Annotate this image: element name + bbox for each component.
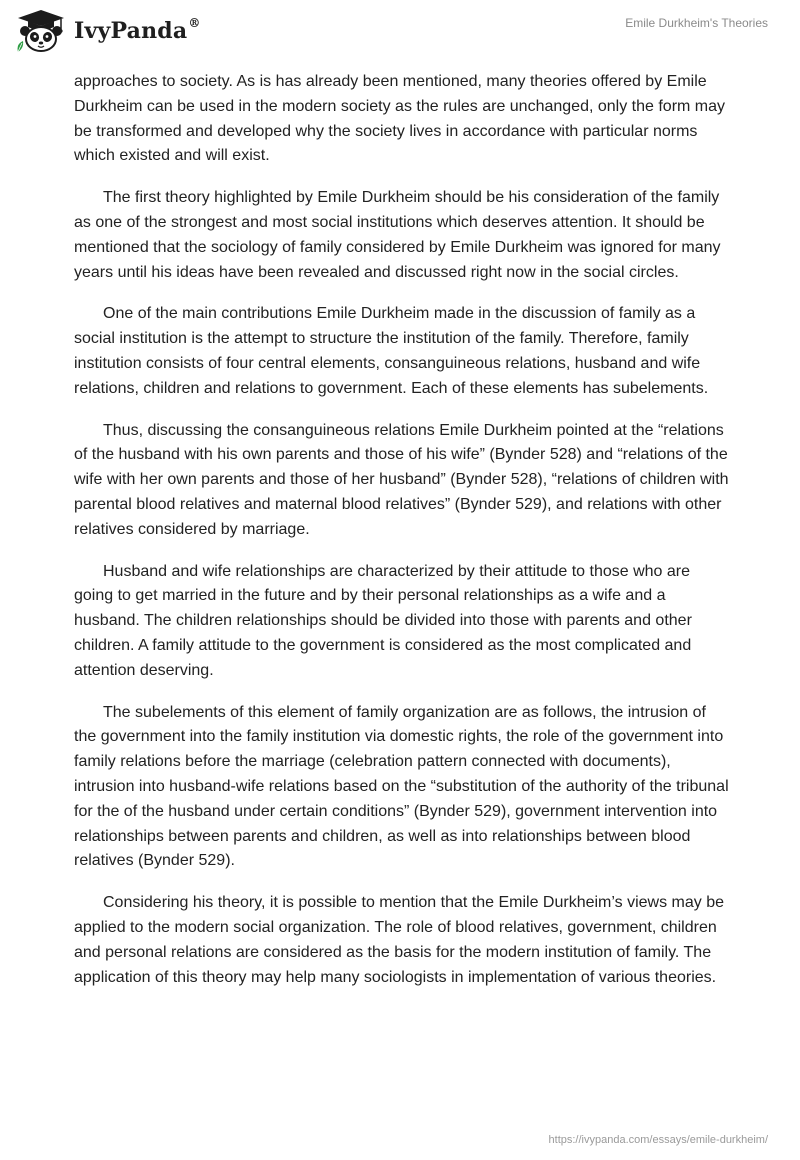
- brand-wordmark: IvyPanda: [74, 18, 188, 44]
- registered-mark: ®: [188, 16, 201, 30]
- document-title: Emile Durkheim's Theories: [625, 16, 768, 30]
- paragraph-3: One of the main contributions Emile Durkheim made in the discussion of family as a social institution is the attempt to structure the institution of the family. Therefore, family institution consists of four central elements, consanguineous relations, husband and wife relations, children and relations to government. Each of these elements has subelements.: [74, 305, 709, 397]
- paragraph-5: Husband and wife relationships are characterized by their attitude to those who are going to get married in the future and by their personal relationships as a wife and a husband. The children relationships should be divided into those with parents and other children. A family attitude to the government is considered as the most complicated and attention deserving.: [74, 562, 692, 679]
- page-header: [0, 0, 800, 64]
- brand-name: [74, 18, 201, 44]
- essay-body: [74, 70, 730, 1007]
- panda-graduate-icon: [14, 8, 68, 54]
- paragraph-6: The subelements of this element of family organization are as follows, the intrusion of the government into the family institution via domestic rights, the role of the government into family relations before the marriage (celebration pattern connected with documents), intrusion into husband-wife relations based on the “substitution of the authority of the tribunal for the of the husband under certain conditions” (Bynder 529), government intervention into relationships between parents and children, as well as into relationships between blood relatives (Bynder 529).: [74, 703, 729, 870]
- paragraph-2: The first theory highlighted by Emile Durkheim should be his consideration of the family as one of the strongest and most social institutions which deserves attention. It should be mentioned that the sociology of family considered by Emile Durkheim was ignored for many years until his ideas have been revealed and discussed right now in the social circles.: [74, 189, 721, 281]
- ivypanda-logo[interactable]: [14, 8, 201, 54]
- paragraph-7: Considering his theory, it is possible to mention that the Emile Durkheim’s views may be applied to the modern social organization. The role of blood relatives, government, children and personal relations are considered as the basis for the modern institution of family. The application of this theory may help many sociologists in implementation of various theories.: [74, 894, 725, 986]
- source-url-link[interactable]: https://ivypanda.com/essays/emile-durkheim/: [548, 1134, 768, 1146]
- paragraph-1: approaches to society. As is has already been mentioned, many theories offered by Emile Durkheim can be used in the modern society as the rules are unchanged, only the form may be transformed and developed why the society lives in accordance with particular norms which existed and will exist.: [74, 73, 726, 165]
- paragraph-4: Thus, discussing the consanguineous relations Emile Durkheim pointed at the “relations of the husband with his own parents and those of his wife” (Bynder 528) and “relations of the wife with her own parents and those of her husband” (Bynder 528), “relations of children with parental blood relatives and maternal blood relatives” (Bynder 529), and relations with other relatives considered by marriage.: [74, 421, 729, 538]
